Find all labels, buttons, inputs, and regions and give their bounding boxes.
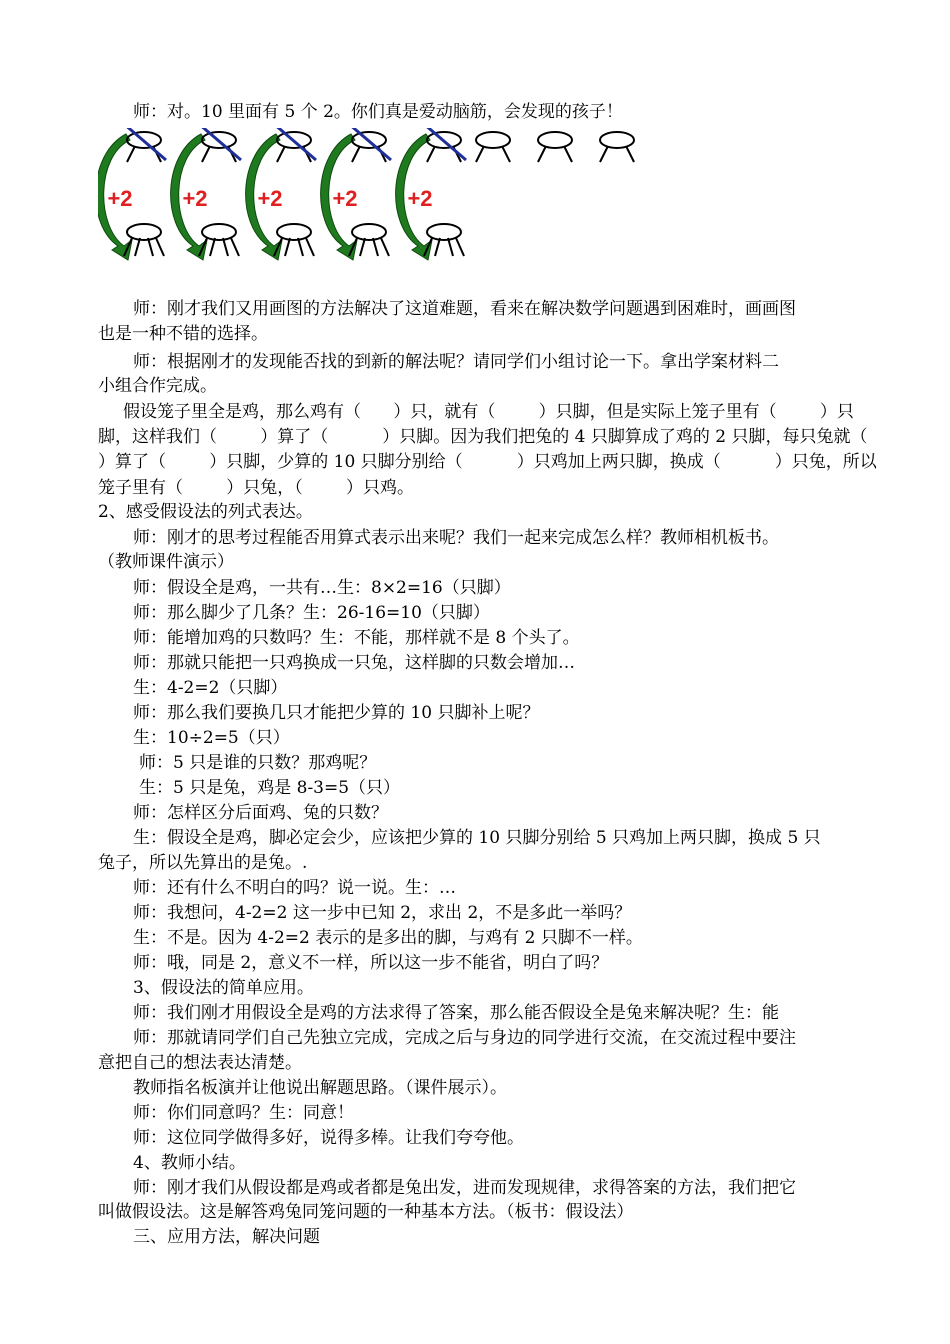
converted-groups	[98, 128, 466, 260]
chicken-icon	[600, 132, 634, 162]
text-line: 师：这位同学做得多好，说得多棒。让我们夸夸他。	[133, 1128, 524, 1148]
chicken-icon	[427, 132, 461, 162]
section-heading: 三、应用方法，解决问题	[133, 1227, 320, 1247]
text-line: 假设笼子里全是鸡，那么鸡有（ ）只，就有（ ）只脚，但是实际上笼子里有（ ）只	[123, 402, 854, 422]
text-line: 师：刚才我们从假设都是鸡或者都是兔出发，进而发现规律，求得答案的方法，我们把它	[133, 1178, 796, 1198]
conversion-group	[98, 128, 166, 260]
section-heading: 3、假设法的简单应用。	[133, 978, 314, 998]
text-line: 生：不是。因为 4-2=2 表示的是多出的脚，与鸡有 2 只脚不一样。	[133, 928, 643, 948]
plus-two-label: +2	[257, 186, 283, 211]
text-line: 师：根据刚才的发现能否找的到新的解法呢？请同学们小组讨论一下。拿出学案材料二	[133, 352, 779, 372]
text-line: 小组合作完成。	[98, 376, 217, 396]
text-line: 笼子里有（ ）只兔，（ ）只鸡。	[98, 478, 414, 498]
text-line: 生：5 只是兔，鸡是 8-3=5（只）	[139, 778, 401, 798]
text-line: 也是一种不错的选择。	[98, 324, 268, 344]
text-line: 脚，这样我们（ ）算了（ ）只脚。因为我们把兔的 4 只脚算成了鸡的 2 只脚，每只兔就（	[98, 427, 868, 447]
text-line: 生：4-2=2（只脚）	[133, 678, 288, 698]
text-line: 师：对。10 里面有 5 个 2。你们真是爱动脑筋，会发现的孩子！	[133, 102, 623, 122]
plus-two-label: +2	[182, 186, 208, 211]
chicken-icon	[352, 132, 386, 162]
text-line: 师：那么我们要换几只才能把少算的 10 只脚补上呢？	[133, 703, 540, 723]
conversion-group	[321, 128, 391, 260]
text-line: 师：我想问，4-2=2 这一步中已知 2，求出 2，不是多此一举吗？	[133, 903, 632, 923]
plus-two-label: +2	[407, 186, 433, 211]
conversion-group	[396, 128, 466, 260]
text-line: 师：5 只是谁的只数？那鸡呢？	[139, 753, 377, 773]
remaining-chickens	[476, 132, 634, 162]
text-line: 生：10÷2=5（只）	[133, 728, 290, 748]
text-line: 叫做假设法。这是解答鸡兔同笼问题的一种基本方法。（板书：假设法）	[98, 1202, 634, 1222]
chicken-rabbit-figure	[98, 128, 658, 268]
chicken-icon	[538, 132, 572, 162]
text-line: 师：假设全是鸡，一共有…生：8×2=16（只脚）	[133, 578, 511, 598]
text-line: 师：怎样区分后面鸡、兔的只数？	[133, 803, 388, 823]
chicken-icon	[202, 132, 236, 162]
text-line: 师：我们刚才用假设全是鸡的方法求得了答案，那么能否假设全是兔来解决呢？生：能	[133, 1003, 779, 1023]
text-line: 师：能增加鸡的只数吗？生：不能，那样就不是 8 个头了。	[133, 628, 580, 648]
text-line: 师：那就请同学们自己先独立完成，完成之后与身边的同学进行交流，在交流过程中要注	[133, 1028, 796, 1048]
text-line: 教师指名板演并让他说出解题思路。（课件展示）。	[133, 1078, 507, 1098]
text-line: 师：那就只能把一只鸡换成一只兔，这样脚的只数会增加…	[133, 653, 575, 673]
conversion-group	[246, 128, 316, 260]
chicken-icon	[127, 132, 161, 162]
text-line: 师：还有什么不明白的吗？说一说。生：…	[133, 878, 456, 898]
plus-two-label: +2	[107, 186, 133, 211]
text-line: 师：刚才我们又用画图的方法解决了这道难题，看来在解决数学问题遇到困难时，画画图	[133, 299, 796, 319]
text-line: 师：哦，同是 2，意义不一样，所以这一步不能省，明白了吗？	[133, 953, 609, 973]
conversion-group	[171, 128, 241, 260]
text-line: 生：假设全是鸡，脚必定会少，应该把少算的 10 只脚分别给 5 只鸡加上两只脚，换成 5 只	[133, 828, 821, 848]
chicken-icon	[476, 132, 510, 162]
text-line: （教师课件演示）	[98, 552, 234, 572]
plus-two-label: +2	[332, 186, 358, 211]
section-heading: 2、感受假设法的列式表达。	[98, 502, 313, 522]
section-heading: 4、教师小结。	[133, 1153, 246, 1173]
text-line: ）算了（ ）只脚，少算的 10 只脚分别给（ ）只鸡加上两只脚，换成（ ）只兔，所以	[98, 452, 877, 472]
text-line: 意把自己的想法表达清楚。	[98, 1053, 302, 1073]
text-line: 师：刚才的思考过程能否用算式表示出来呢？我们一起来完成怎么样？教师相机板书。	[133, 528, 779, 548]
text-line: 兔子，所以先算出的是兔。.	[98, 853, 308, 873]
text-line: 师：你们同意吗？生：同意！	[133, 1103, 354, 1123]
text-line: 师：那么脚少了几条？生：26-16=10（只脚）	[133, 603, 490, 623]
chicken-icon	[277, 132, 311, 162]
